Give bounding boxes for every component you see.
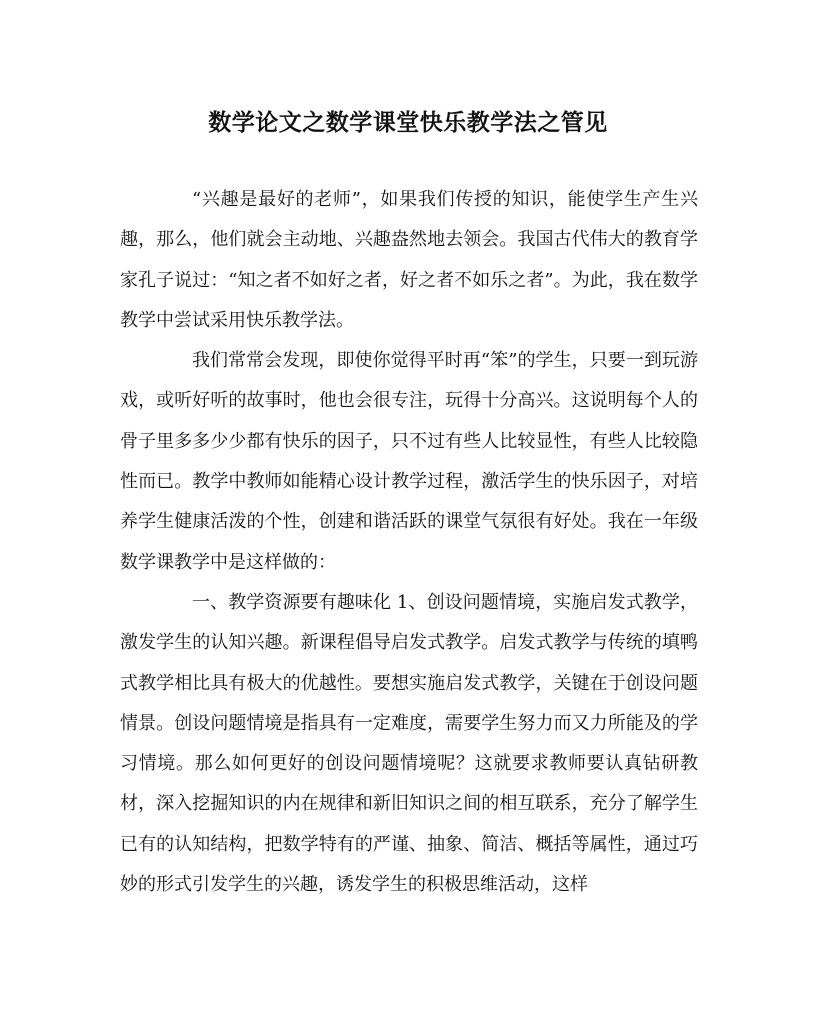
document-title: 数学论文之数学课堂快乐教学法之管见 — [208, 109, 608, 136]
paragraph-3: 一、教学资源要有趣味化 1、创设问题情境，实施启发式教学，激发学生的认知兴趣。新课程倡导启发式教学。启发式教学与传统的填鸭式教学相比具有极大的优越性。要想实施启发式教学，关键在于创设问题情景。创设问题情境是指具有一定难度，需要学生努力而又力所能及的学习情境。那么如何更好的创设问题情境呢？这就要求教师要认真钻研教材，深入挖掘知识的内在规律和新旧知识之间的相互联系，充分了解学生已有的认知结构，把数学特有的严谨、抽象、简洁、概括等属性，通过巧妙的形式引发学生的兴趣，诱发学生的积极思维活动，这样 — [120, 591, 698, 896]
document-body — [120, 180, 698, 905]
paragraph-2: 我们常常会发现，即使你觉得平时再“笨”的学生，只要一到玩游戏，或听好听的故事时，他也会很专注，玩得十分高兴。这说明每个人的骨子里多多少少都有快乐的因子，只不过有些人比较显性，有些人比较隐性而已。教学中教师如能精心设计教学过程，激活学生的快乐因子，对培养学生健康活泼的个性，创建和谐活跃的课堂气氛很有好处。我在一年级数学课教学中是这样做的： — [120, 350, 698, 573]
paragraph-1: “兴趣是最好的老师”，如果我们传授的知识，能使学生产生兴趣，那么，他们就会主动地、兴趣盎然地去领会。我国古代伟大的教育学家孔子说过：“知之者不如好之者，好之者不如乐之者”。为此，我在数学教学中尝试采用快乐教学法。 — [120, 189, 698, 331]
